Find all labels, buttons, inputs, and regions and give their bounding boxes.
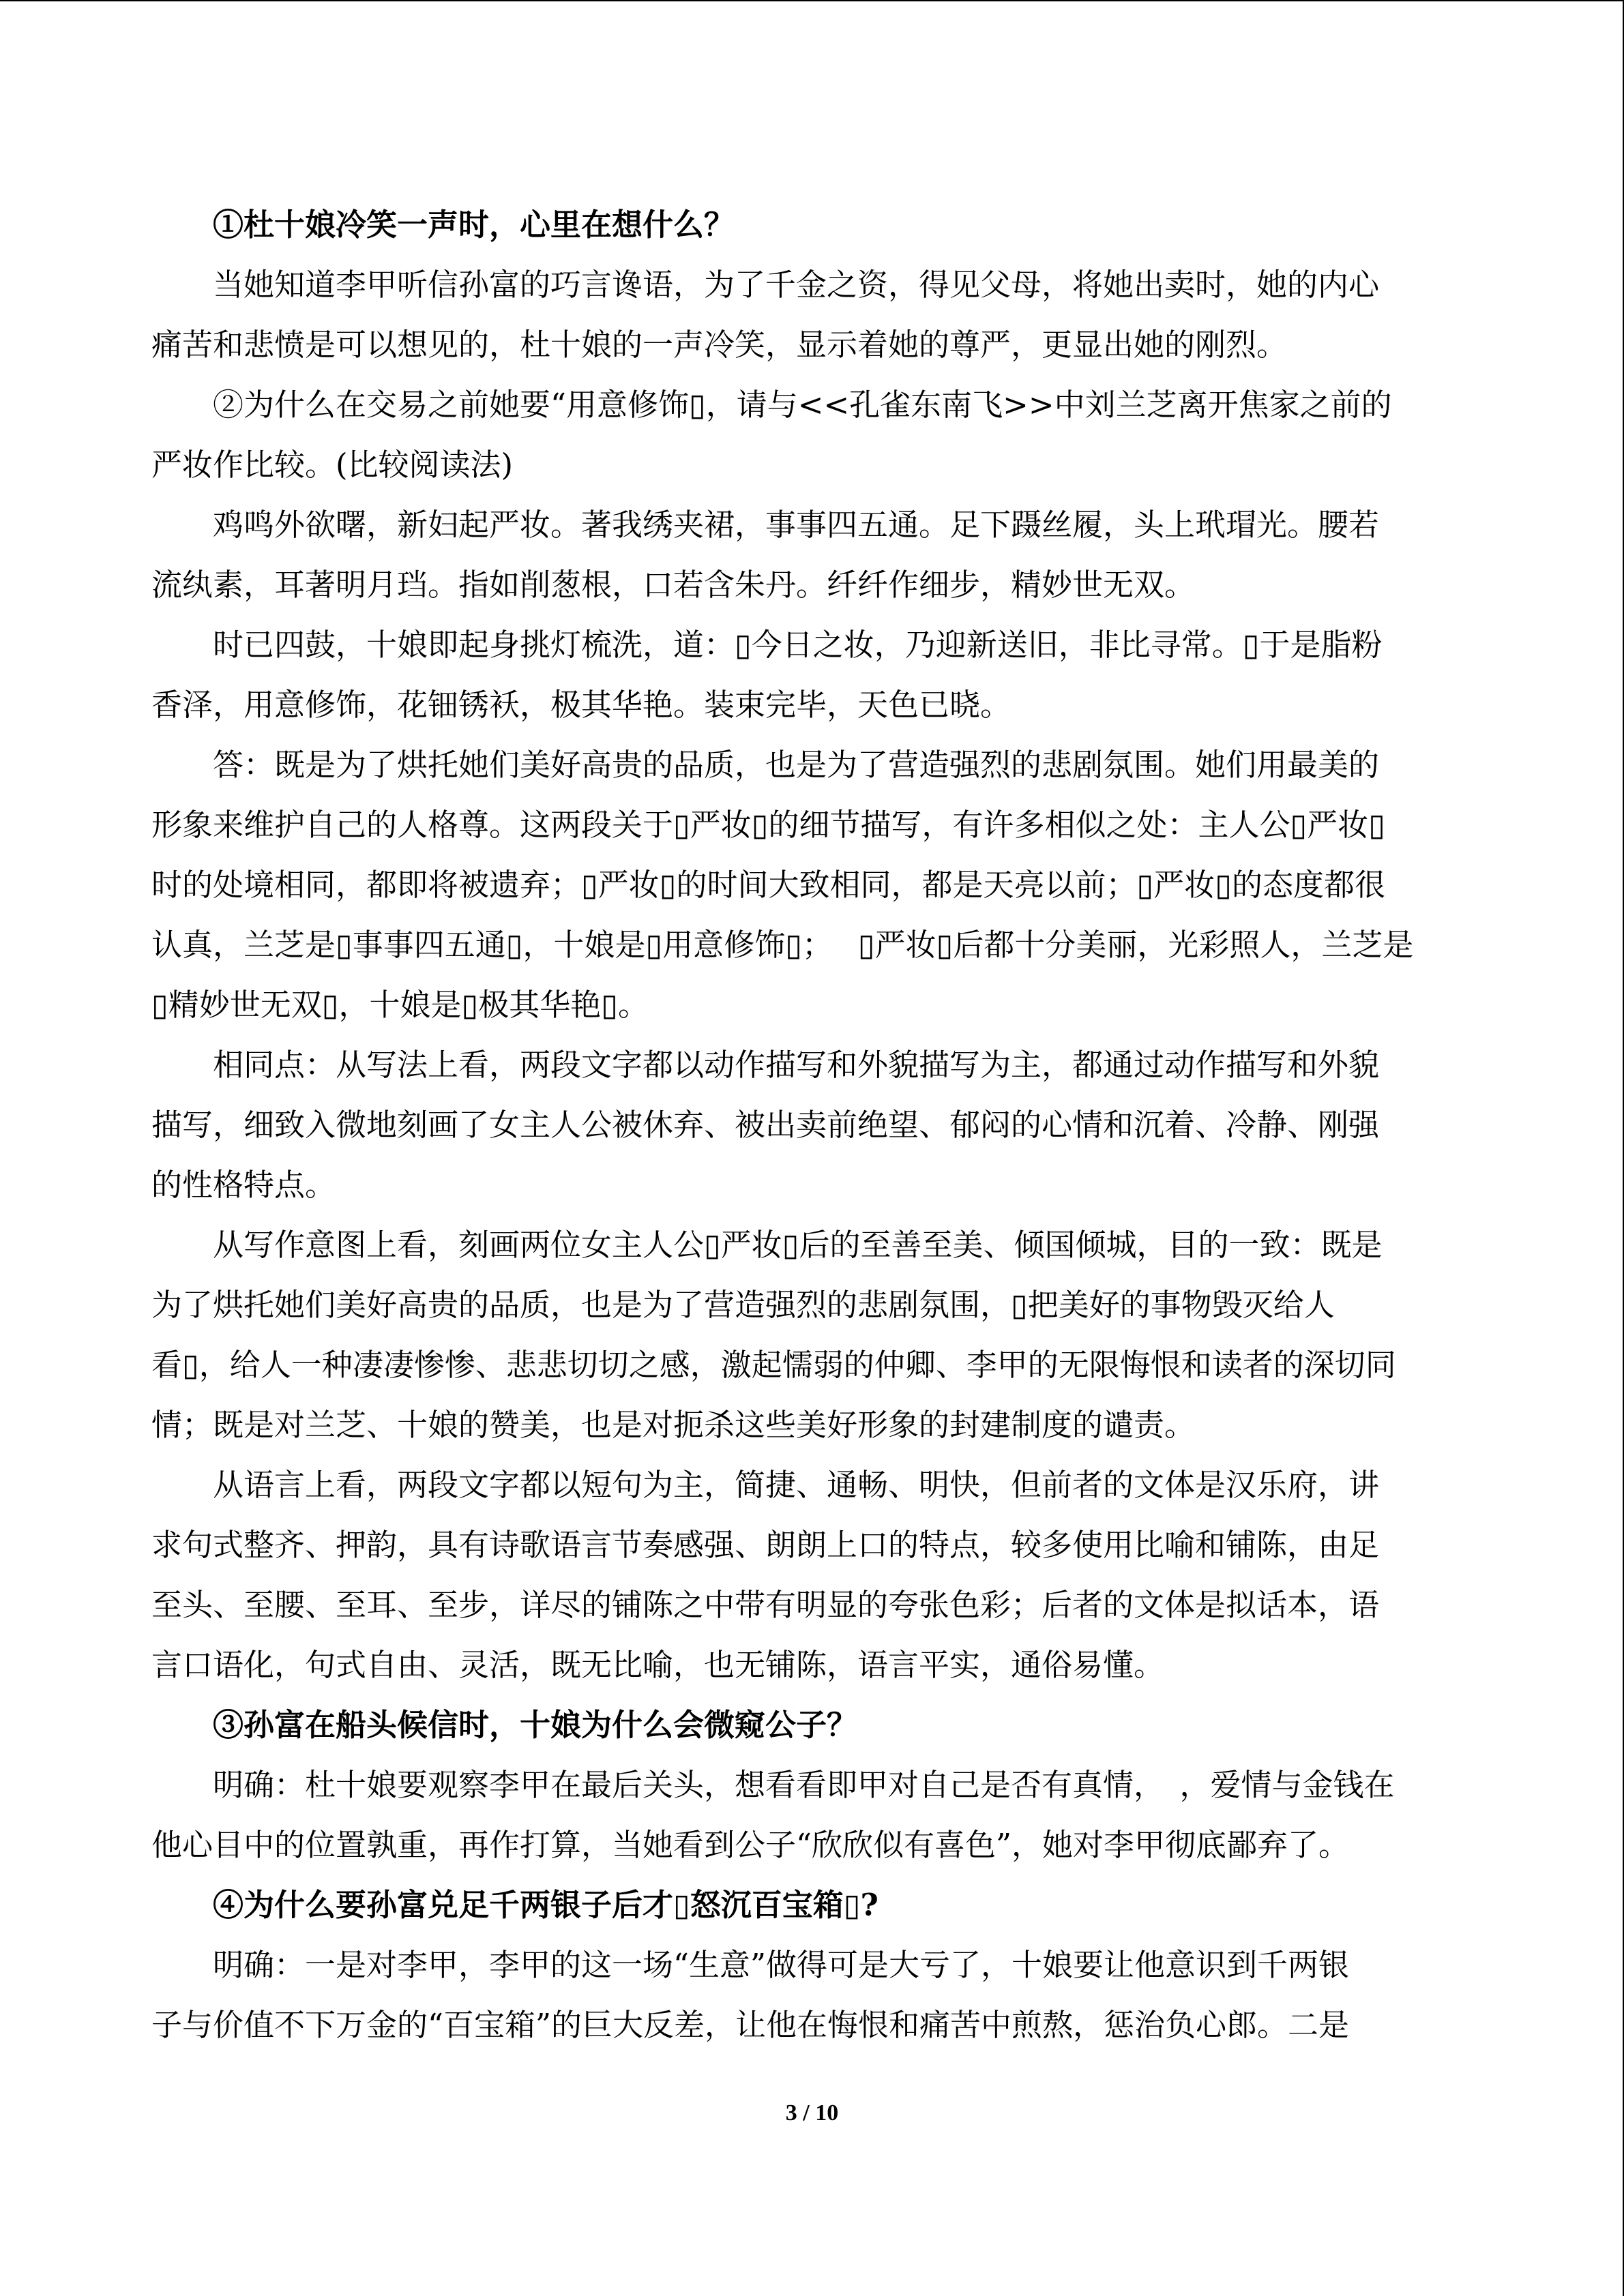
text-line: 答：既是为了烘托她们美好高贵的品质，也是为了营造强烈的悲剧氛围。她们用最美的 — [213, 747, 1380, 783]
text-line: 看▯，给人一种凄凄惨惨、悲悲切切之感，激起懦弱的仲卿、李甲的无限悔恨和读者的深切同 — [151, 1347, 1396, 1383]
question-3: ③孙富在船头候信时，十娘为什么会微窥公子？ — [213, 1707, 858, 1743]
text-line: 香泽，用意修饰，花钿锈袄，极其华艳。装束完毕，天色已晓。 — [151, 687, 1012, 723]
text-line: 从语言上看，两段文字都以短句为主，简捷、通畅、明快，但前者的文体是汉乐府，讲 — [213, 1467, 1380, 1503]
text-line: 认真，兰芝是▯事事四五通▯，十娘是▯用意修饰▯； ▯严妆▯后都十分美丽，光彩照人，兰芝是 — [151, 927, 1414, 963]
text-line: 为了烘托她们美好高贵的品质，也是为了营造强烈的悲剧氛围，▯把美好的事物毁灭给人 — [151, 1287, 1335, 1323]
text-line: 痛苦和悲愤是可以想见的，杜十娘的一声冷笑，显示着她的尊严，更显出她的刚烈。 — [151, 327, 1288, 363]
text-line: 情；既是对兰芝、十娘的赞美，也是对扼杀这些美好形象的封建制度的谴责。 — [151, 1407, 1196, 1443]
text-line: 时已四鼓，十娘即起身挑灯梳洗，道：▯今日之妆，乃迎新送旧，非比寻常。▯于是脂粉 — [213, 627, 1383, 663]
question-4: ④为什么要孙富兑足千两银子后才▯怒沉百宝箱▯? — [213, 1887, 879, 1923]
text-line: 描写，细致入微地刻画了女主人公被休弃、被出卖前绝望、郁闷的心情和沉着、冷静、刚强 — [151, 1107, 1380, 1143]
text-line: 鸡鸣外欲曙，新妇起严妆。著我绣夹裙，事事四五通。足下蹑丝履，头上玳瑁光。腰若 — [213, 507, 1380, 543]
text-line: 至头、至腰、至耳、至步，详尽的铺陈之中带有明显的夸张色彩；后者的文体是拟话本，语 — [151, 1587, 1380, 1623]
page-top-border — [0, 0, 1624, 3]
text-line: 言口语化，句式自由、灵活，既无比喻，也无铺陈，语言平实，通俗易懂。 — [151, 1647, 1165, 1683]
text-line: 流纨素，耳著明月珰。指如削葱根，口若含朱丹。纤纤作细步，精妙世无双。 — [151, 567, 1196, 603]
text-line: 时的处境相同，都即将被遗弃；▯严妆▯的时间大致相同，都是天亮以前；▯严妆▯的态度都很 — [151, 867, 1386, 903]
text-line: 子与价值不下万金的“百宝箱”的巨大反差，让他在悔恨和痛苦中煎熬，惩治负心郎。二是 — [151, 2007, 1350, 2043]
page-number: 3 / 10 — [785, 2100, 839, 2126]
text-line: 形象来维护自己的人格尊。这两段关于▯严妆▯的细节描写，有许多相似之处：主人公▯严妆▯ — [151, 807, 1386, 843]
text-line: 明确：一是对李甲，李甲的这一场“生意”做得可是大亏了，十娘要让他意识到千两银 — [213, 1947, 1350, 1983]
question-2: ②为什么在交易之前她要“用意修饰▯，请与<<孔雀东南飞>>中刘兰芝离开焦家之前的 — [213, 387, 1392, 423]
text-line: 当她知道李甲听信孙富的巧言谗语，为了千金之资，得见父母，将她出卖时，她的内心 — [213, 267, 1380, 303]
text-line: 相同点：从写法上看，两段文字都以动作描写和外貌描写为主，都通过动作描写和外貌 — [213, 1047, 1380, 1083]
text-line: 他心目中的位置孰重，再作打算，当她看到公子“欣欣似有喜色”，她对李甲彻底鄙弃了。 — [151, 1827, 1350, 1863]
text-line: 明确：杜十娘要观察李甲在最后关头，想看看即甲对自己是否有真情， ，爱情与金钱在 — [213, 1767, 1395, 1803]
text-line: 严妆作比较。(比较阅读法) — [151, 447, 514, 483]
text-line: 求句式整齐、押韵，具有诗歌语言节奏感强、朗朗上口的特点，较多使用比喻和铺陈，由足 — [151, 1527, 1380, 1563]
question-1: ①杜十娘冷笑一声时，心里在想什么？ — [213, 207, 735, 243]
text-line: ▯精妙世无双▯，十娘是▯极其华艳▯。 — [151, 987, 649, 1023]
text-line: 从写作意图上看，刻画两位女主人公▯严妆▯后的至善至美、倾国倾城，目的一致：既是 — [213, 1227, 1383, 1263]
text-line: 的性格特点。 — [151, 1167, 336, 1203]
